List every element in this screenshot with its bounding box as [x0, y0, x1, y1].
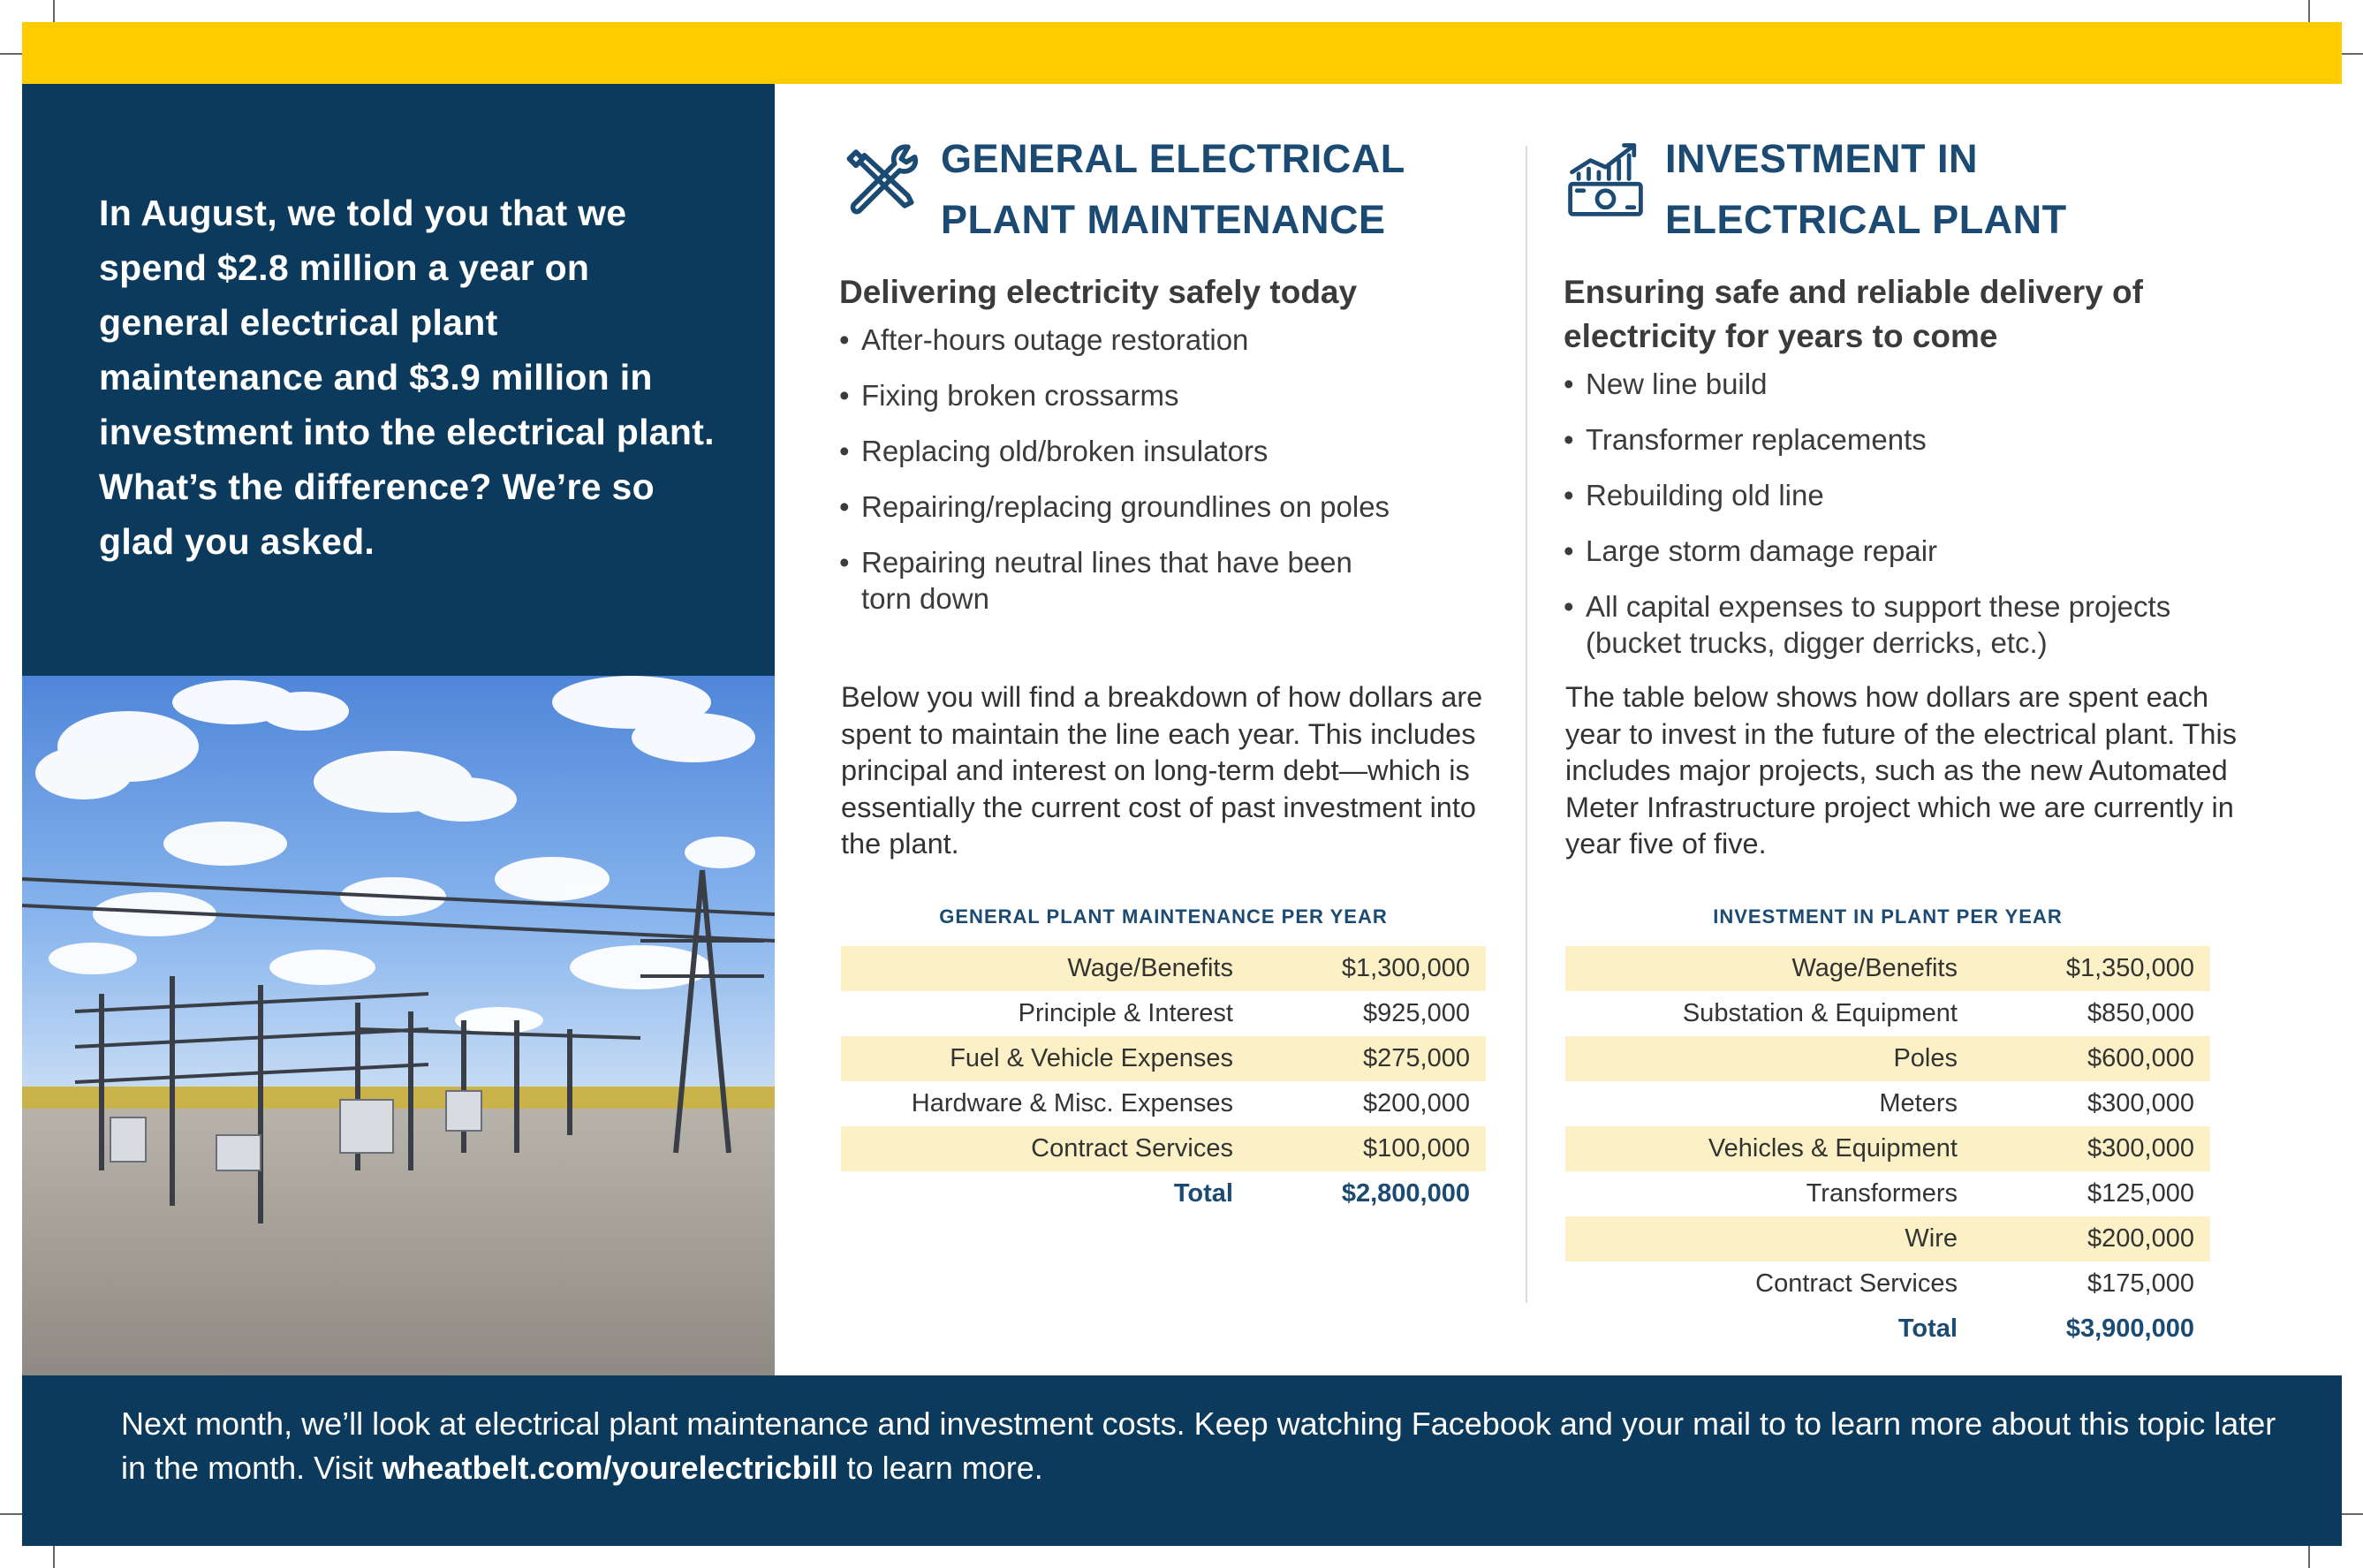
growth-chart-money-icon — [1564, 137, 1647, 221]
table-row — [841, 1126, 1486, 1171]
table-row-label: Contract Services — [1755, 1269, 1958, 1298]
table-row — [1565, 1126, 2210, 1171]
investment-title-line2: ELECTRICAL PLANT — [1665, 197, 2067, 242]
maintenance-heading — [839, 133, 1493, 254]
table-row-label: Fuel & Vehicle Expenses — [950, 1044, 1233, 1072]
table-row-value: $200,000 — [1363, 1089, 1470, 1117]
substation-photo — [22, 676, 775, 1375]
investment-bullet-list — [1564, 366, 2217, 661]
list-item: • Rebuilding old line — [1564, 477, 2217, 513]
maintenance-table — [841, 946, 1486, 1216]
list-item: • New line build — [1564, 366, 2217, 402]
table-total-row — [841, 1171, 1486, 1216]
list-item: • After-hours outage restoration — [839, 322, 1405, 358]
wrench-screwdriver-icon — [839, 137, 923, 221]
footer-text-after: to learn more. — [837, 1450, 1043, 1486]
table-row — [1565, 991, 2210, 1036]
table-row-value: $175,000 — [2087, 1269, 2194, 1298]
table-row-label: Vehicles & Equipment — [1708, 1134, 1958, 1163]
table-total-label: Total — [1897, 1314, 1958, 1343]
table-row-value: $100,000 — [1363, 1134, 1470, 1163]
list-item: • Transformer replacements — [1564, 421, 2217, 458]
table-total-value: $2,800,000 — [1341, 1179, 1470, 1208]
maintenance-title-line2: PLANT MAINTENANCE — [941, 197, 1386, 242]
table-row — [1565, 1216, 2210, 1261]
maintenance-title-line1: GENERAL ELECTRICAL — [941, 136, 1405, 181]
table-row — [841, 1036, 1486, 1081]
table-row-value: $200,000 — [2087, 1224, 2194, 1253]
table-row-label: Substation & Equipment — [1682, 999, 1958, 1027]
list-item: • Repairing/replacing groundlines on poles — [839, 489, 1405, 525]
table-row — [1565, 946, 2210, 991]
yellow-header-band — [22, 22, 2342, 84]
table-row-value: $300,000 — [2087, 1134, 2194, 1163]
table-row-value: $125,000 — [2087, 1179, 2194, 1208]
table-row-value: $850,000 — [2087, 999, 2194, 1027]
list-item: • Replacing old/broken insulators — [839, 433, 1405, 469]
list-item: • Fixing broken crossarms — [839, 377, 1405, 413]
investment-table-title: INVESTMENT IN PLANT PER YEAR — [1713, 905, 2063, 928]
table-row-label: Wage/Benefits — [1067, 954, 1233, 982]
footer-link[interactable]: wheatbelt.com/yourelectricbill — [382, 1450, 838, 1486]
footer-banner — [22, 1375, 2342, 1546]
table-row — [1565, 1036, 2210, 1081]
intro-text: In August, we told you that we spend $2.8 million a year on general electrical plant maintenance and $3.9 million in investment into the electrical plant. What’s the difference? We’re so glad you asked. — [99, 193, 715, 562]
substation-photo-illustration — [22, 676, 775, 1375]
table-row-label: Transformers — [1806, 1179, 1958, 1208]
investment-column — [1564, 133, 2244, 680]
maintenance-paragraph: Below you will find a breakdown of how dollars are spent to maintain the line each year. This includes principal and interest on long-term debt—which is essentially the current cost of past investment into the plant. — [841, 681, 1483, 860]
list-item: • Large storm damage repair — [1564, 533, 2217, 569]
column-divider — [1526, 146, 1527, 1303]
table-row-label: Meters — [1879, 1089, 1958, 1117]
table-total-row — [1565, 1307, 2210, 1352]
table-row — [1565, 1081, 2210, 1126]
table-row — [841, 946, 1486, 991]
investment-heading — [1564, 133, 2244, 254]
table-row-label: Wire — [1905, 1224, 1958, 1253]
table-row — [841, 1081, 1486, 1126]
investment-subtitle: Ensuring safe and reliable delivery of electricity for years to come — [1564, 274, 2143, 354]
maintenance-column — [839, 133, 1493, 636]
table-row — [1565, 1261, 2210, 1307]
table-row-label: Poles — [1893, 1044, 1958, 1072]
investment-title-line1: INVESTMENT IN — [1665, 136, 1979, 181]
table-row-label: Hardware & Misc. Expenses — [911, 1089, 1233, 1117]
maintenance-subtitle: Delivering electricity safely today — [839, 274, 1358, 310]
table-row-value: $275,000 — [1363, 1044, 1470, 1072]
list-item: • Repairing neutral lines that have been torn down — [839, 544, 1405, 617]
investment-table — [1565, 946, 2210, 1352]
table-row-label: Contract Services — [1031, 1134, 1233, 1163]
table-row-value: $1,300,000 — [1341, 954, 1470, 982]
table-row-value: $1,350,000 — [2065, 954, 2194, 982]
table-row-label: Wage/Benefits — [1791, 954, 1958, 982]
table-row-value: $300,000 — [2087, 1089, 2194, 1117]
table-row-label: Principle & Interest — [1018, 999, 1233, 1027]
footer-text — [121, 1402, 2294, 1490]
table-row-value: $925,000 — [1363, 999, 1470, 1027]
maintenance-table-title: GENERAL PLANT MAINTENANCE PER YEAR — [939, 905, 1388, 928]
investment-paragraph: The table below shows how dollars are spent each year to invest in the future of the electrical plant. This includes major projects, such as the new Automated Meter Infrastructure project which we are currently in year five of five. — [1565, 681, 2237, 860]
table-total-label: Total — [1173, 1179, 1233, 1208]
table-row — [841, 991, 1486, 1036]
list-item: • All capital expenses to support these projects (bucket trucks, digger derricks, etc.) — [1564, 588, 2217, 661]
footer-text-before: Next month, we’ll look at electrical plant maintenance and investment costs. Keep watching Facebook and your mail to to learn more about this topic later in the month. Visit — [121, 1405, 2276, 1486]
table-total-value: $3,900,000 — [2065, 1314, 2194, 1343]
table-row-value: $600,000 — [2087, 1044, 2194, 1072]
table-row — [1565, 1171, 2210, 1216]
maintenance-bullet-list — [839, 322, 1405, 617]
